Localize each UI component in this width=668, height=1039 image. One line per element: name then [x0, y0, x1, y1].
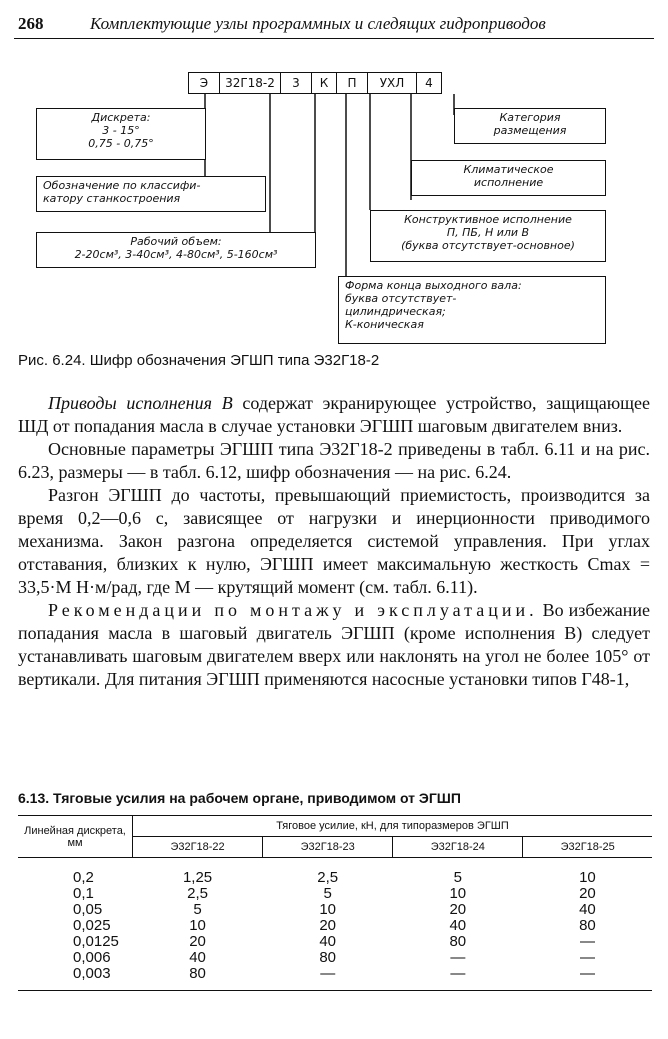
table-column-header: Э32Г18-25 [523, 837, 652, 858]
paragraph-1: Приводы исполнения В содержат экранирующее устройство, защищающее ШД от попадания масла в случае установки ЭГШП шаговым двигателем вниз. [18, 393, 651, 436]
label-design: Конструктивное исполнение П, ПБ, Н или В (буква отсутствует-основное) [370, 210, 606, 262]
table-row: 0,05 5 10 20 40 [73, 901, 596, 918]
paragraph-3: Разгон ЭГШП до частоты, превышающий приемистость, производится за время 0,2—0,6 с, зависящее от нагрузки и инерционности приводимого механизма. Закон разгона определяется системой управления. При углах отставания, близких к нулю, ЭГШП имеет максимальную жесткость Cmax = 33,5·M Н·м/рад, где M — крутящий момент (см. табл. 6.11). [18, 485, 650, 597]
table-column-header: Э32Г18-22 [133, 837, 263, 858]
label-volume: Рабочий объем: 2-20см³, 3-40см³, 4-80см³, 5-160см³ [36, 232, 316, 268]
table-column-header: Э32Г18-24 [393, 837, 523, 858]
page-number: 268 [18, 14, 44, 33]
running-title: Комплектующие узлы программных и следящих гидроприводов [90, 14, 546, 33]
table-title: 6.13. Тяговые усилия на рабочем органе, приводимом от ЭГШП [18, 790, 461, 806]
code-part-type: 32Г18-2 [220, 73, 281, 93]
label-category: Категория размещения [454, 108, 606, 144]
figure-caption: Рис. 6.24. Шифр обозначения ЭГШП типа Э32Г18-2 [18, 352, 380, 369]
table-row: 0,006 40 80 — — [73, 949, 595, 966]
code-part-design: П [337, 73, 368, 93]
label-discreta: Дискрета: 3 - 15° 0,75 - 0,75° [36, 108, 206, 160]
table-row: 0,0125 20 40 80 — [73, 933, 595, 950]
table-group-header: Тяговое усилие, кН, для типоразмеров ЭГШП [133, 816, 653, 837]
label-classifier: Обозначение по классифи- катору станкостроения [36, 176, 266, 212]
code-part-volume: 3 [281, 73, 312, 93]
paragraph-2: Основные параметры ЭГШП типа Э32Г18-2 приведены в табл. 6.11 и на рис. 6.23, размеры — в табл. 6.12, шифр обозначения — на рис. 6.24. [18, 439, 650, 482]
table-row: 0,2 1,25 2,5 5 10 [73, 869, 596, 886]
page-header [14, 12, 654, 39]
label-climatic: Климатическое исполнение [411, 160, 606, 196]
table-column-header: Э32Г18-23 [263, 837, 393, 858]
traction-table [18, 815, 652, 991]
designation-diagram [0, 60, 668, 350]
code-part-climatic: УХЛ [368, 73, 417, 93]
table-row: 0,1 2,5 5 10 20 [73, 885, 596, 902]
code-strip [188, 72, 442, 94]
table-row: 0,003 80 — — — [18, 966, 652, 991]
body-text [18, 392, 650, 691]
table-row: 0,025 10 20 40 80 [73, 917, 596, 934]
code-part-series: Э [189, 73, 220, 93]
code-part-category: 4 [425, 76, 433, 90]
table-col0-header: Линейная дискрета, мм [18, 816, 133, 858]
label-shaft: Форма конца выходного вала: буква отсутствует- цилиндрическая; К-коническая [338, 276, 606, 344]
paragraph-4: Рекомендации по монтажу и эксплуатации. Во избежание попадания масла в шаговый двигатель ЭГШП (кроме исполнения В) следует устанавливать шаговым двигателем вверх или наклонять на угол не более 105° от вертикали. Для питания ЭГШП применяются насосные установки типов Г48-1, [18, 600, 651, 689]
code-part-shaft: К [312, 73, 337, 93]
